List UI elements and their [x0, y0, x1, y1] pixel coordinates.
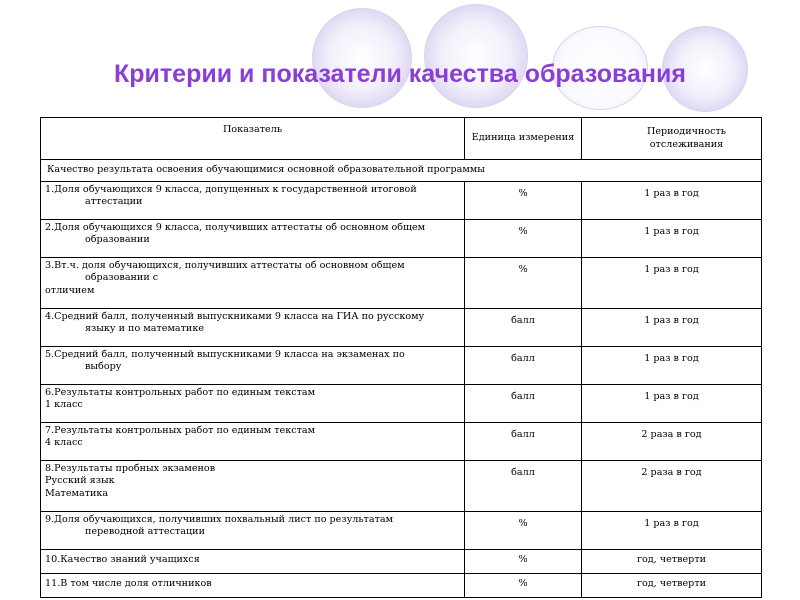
indicator-cell	[41, 422, 465, 460]
decor-circle	[312, 8, 412, 108]
frequency-cell: 2 раза в год	[582, 460, 762, 511]
unit-cell: балл	[465, 460, 582, 511]
page-title: Критерии и показатели качества образования	[114, 60, 686, 88]
indicator-line: 4 класс	[45, 437, 83, 448]
indicator-line: 10.Качество знаний учащихся	[45, 553, 200, 565]
indicator-line: выбору	[85, 361, 122, 372]
indicator-line: образовании с	[85, 272, 159, 283]
frequency-cell: 1 раз в год	[582, 346, 762, 384]
table-row	[41, 384, 762, 422]
frequency-cell: 1 раз в год	[582, 257, 762, 308]
indicator-line: 5.Средний балл, полученный выпускниками 9 класса на экзаменах по	[45, 348, 405, 360]
criteria-table	[40, 117, 762, 598]
indicator-line: 7.Результаты контрольных работ по единым текстам	[45, 424, 316, 436]
section-row	[41, 160, 762, 182]
table-row	[41, 219, 762, 257]
indicator-line: 6.Результаты контрольных работ по единым текстам	[45, 386, 316, 398]
indicator-line: Математика	[45, 487, 109, 499]
frequency-cell: 1 раз в год	[582, 511, 762, 549]
table-row	[41, 549, 762, 573]
indicator-line: аттестации	[85, 196, 143, 207]
unit-cell: %	[465, 549, 582, 573]
indicator-line: 11.В том числе доля отличников	[45, 577, 212, 589]
unit-cell: %	[465, 511, 582, 549]
table-row	[41, 308, 762, 346]
header-frequency: Периодичность отслеживания	[582, 118, 762, 160]
indicator-line: языку и по математике	[85, 323, 204, 334]
table-row	[41, 181, 762, 219]
indicator-cell	[41, 308, 465, 346]
indicator-line: отличием	[45, 284, 95, 296]
unit-cell: балл	[465, 422, 582, 460]
frequency-cell: 2 раза в год	[582, 422, 762, 460]
frequency-cell: 1 раз в год	[582, 308, 762, 346]
frequency-cell: 1 раз в год	[582, 181, 762, 219]
section-title: Качество результата освоения обучающимися основной образовательной программы	[41, 160, 762, 182]
table-row	[41, 460, 762, 511]
indicator-cell	[41, 511, 465, 549]
unit-cell: балл	[465, 346, 582, 384]
indicator-line: 4.Средний балл, полученный выпускниками 9 класса на ГИА по русскому	[45, 310, 425, 322]
decor-circle	[424, 4, 528, 108]
frequency-cell: 1 раз в год	[582, 219, 762, 257]
indicator-cell	[41, 573, 465, 597]
indicator-line: 2.Доля обучающихся 9 класса, получивших аттестаты об основном общем	[45, 221, 426, 233]
indicator-line: переводной аттестации	[85, 526, 205, 537]
table-header-row	[41, 118, 762, 160]
indicator-line: Русский язык	[45, 475, 115, 486]
frequency-cell: 1 раз в год	[582, 384, 762, 422]
table-row	[41, 422, 762, 460]
indicator-cell	[41, 346, 465, 384]
table-row	[41, 573, 762, 597]
unit-cell: балл	[465, 308, 582, 346]
indicator-cell	[41, 460, 465, 511]
indicator-line: образовании	[85, 234, 150, 245]
indicator-cell	[41, 384, 465, 422]
header-indicator: Показатель	[41, 118, 465, 160]
indicator-line: 1 класс	[45, 399, 83, 410]
table-row	[41, 346, 762, 384]
table-row	[41, 511, 762, 549]
unit-cell: %	[465, 181, 582, 219]
indicator-line: 3.Вт.ч. доля обучающихся, получивших аттестаты об основном общем	[45, 259, 405, 271]
unit-cell: %	[465, 257, 582, 308]
unit-cell: %	[465, 573, 582, 597]
frequency-cell: год, четверти	[582, 573, 762, 597]
frequency-cell: год, четверти	[582, 549, 762, 573]
header-unit: Единица измерения	[465, 118, 582, 160]
indicator-cell	[41, 549, 465, 573]
indicator-cell	[41, 181, 465, 219]
indicator-line: 9.Доля обучающихся, получивших похвальный лист по результатам	[45, 513, 394, 525]
table-body	[41, 181, 762, 597]
indicator-line: 1.Доля обучающихся 9 класса, допущенных к государственной итоговой	[45, 183, 417, 195]
indicator-cell	[41, 219, 465, 257]
indicator-line: 8.Результаты пробных экзаменов	[45, 462, 216, 474]
unit-cell: %	[465, 219, 582, 257]
indicator-cell	[41, 257, 465, 308]
unit-cell: балл	[465, 384, 582, 422]
table-row	[41, 257, 762, 308]
